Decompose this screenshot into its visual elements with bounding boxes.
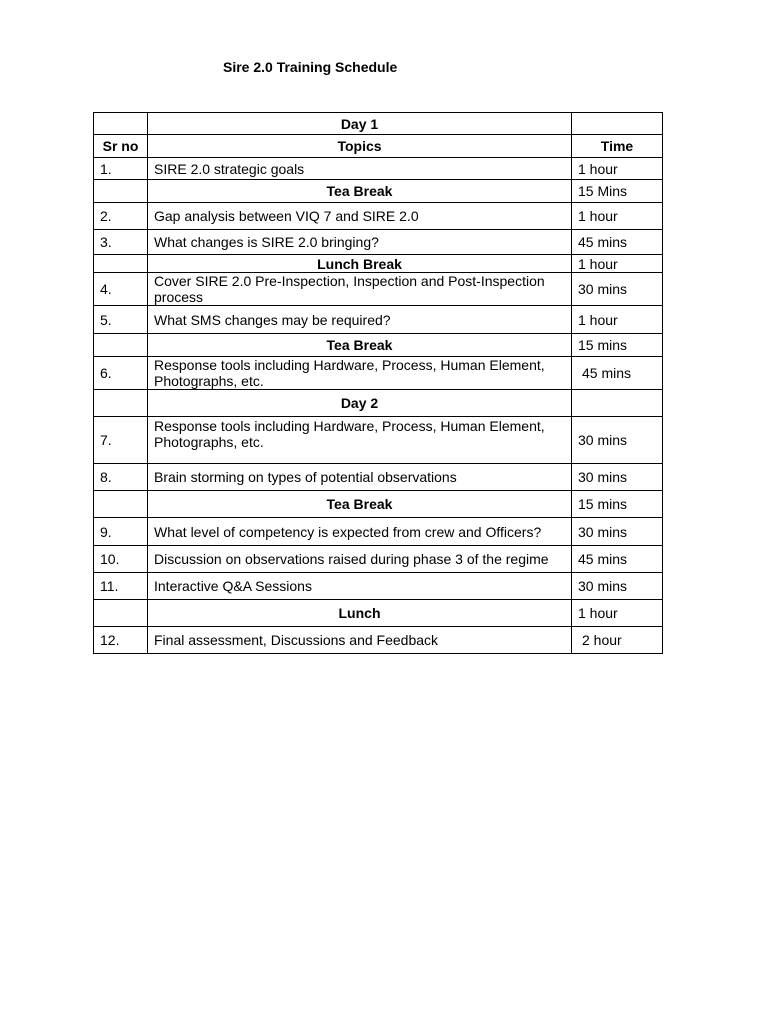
page-title: Sire 2.0 Training Schedule [223, 59, 398, 75]
table-row [94, 627, 663, 654]
table-row [94, 357, 663, 390]
blank-cell [572, 390, 663, 417]
header-sr-no: Sr no [94, 135, 148, 158]
table-row [94, 273, 663, 306]
topic-cell: What level of competency is expected from crew and Officers? [148, 518, 572, 546]
blank-cell [572, 113, 663, 135]
sr-cell: 4. [94, 273, 148, 306]
time-cell: 15 mins [572, 334, 663, 357]
topic-cell: Response tools including Hardware, Process, Human Element, Photographs, etc. [148, 417, 572, 464]
sr-cell: 8. [94, 464, 148, 491]
sr-cell [94, 334, 148, 357]
time-cell: 15 mins [572, 491, 663, 518]
break-row [94, 255, 663, 273]
sr-cell [94, 180, 148, 203]
header-row [94, 135, 663, 158]
break-row [94, 334, 663, 357]
topic-cell: Response tools including Hardware, Process, Human Element, Photographs, etc. [148, 357, 572, 390]
break-label: Lunch Break [148, 255, 572, 273]
table-row [94, 518, 663, 546]
sr-cell: 1. [94, 158, 148, 180]
time-cell: 1 hour [572, 158, 663, 180]
sr-cell: 2. [94, 203, 148, 230]
sr-cell: 7. [94, 417, 148, 464]
topic-cell: Cover SIRE 2.0 Pre-Inspection, Inspection and Post-Inspection process [148, 273, 572, 306]
schedule-table [93, 112, 663, 654]
break-row [94, 180, 663, 203]
break-row [94, 600, 663, 627]
header-time: Time [572, 135, 663, 158]
topic-cell: What changes is SIRE 2.0 bringing? [148, 230, 572, 255]
table-row [94, 306, 663, 334]
time-cell: 2 hour [572, 627, 663, 654]
topic-cell: Brain storming on types of potential observations [148, 464, 572, 491]
sr-cell: 6. [94, 357, 148, 390]
table-row [94, 546, 663, 573]
time-cell: 1 hour [572, 255, 663, 273]
sr-cell: 3. [94, 230, 148, 255]
header-topics: Topics [148, 135, 572, 158]
sr-cell: 10. [94, 546, 148, 573]
break-label: Lunch [148, 600, 572, 627]
time-cell: 30 mins [572, 273, 663, 306]
time-cell: 1 hour [572, 306, 663, 334]
time-cell: 30 mins [572, 518, 663, 546]
time-cell: 30 mins [572, 573, 663, 600]
time-cell: 15 Mins [572, 180, 663, 203]
time-cell: 1 hour [572, 203, 663, 230]
sr-cell [94, 491, 148, 518]
blank-cell [94, 113, 148, 135]
sr-cell: 12. [94, 627, 148, 654]
topic-cell: Gap analysis between VIQ 7 and SIRE 2.0 [148, 203, 572, 230]
table-row [94, 203, 663, 230]
day-1-label: Day 1 [148, 113, 572, 135]
sr-cell: 9. [94, 518, 148, 546]
time-cell: 45 mins [572, 357, 663, 390]
topic-cell: SIRE 2.0 strategic goals [148, 158, 572, 180]
time-cell: 45 mins [572, 230, 663, 255]
break-label: Tea Break [148, 491, 572, 518]
break-row [94, 491, 663, 518]
day-1-row [94, 113, 663, 135]
time-cell: 45 mins [572, 546, 663, 573]
sr-cell [94, 600, 148, 627]
sr-cell [94, 255, 148, 273]
break-label: Tea Break [148, 180, 572, 203]
time-cell: 1 hour [572, 600, 663, 627]
table-row [94, 230, 663, 255]
break-label: Tea Break [148, 334, 572, 357]
blank-cell [94, 390, 148, 417]
time-cell: 30 mins [572, 464, 663, 491]
sr-cell: 11. [94, 573, 148, 600]
topic-cell: Interactive Q&A Sessions [148, 573, 572, 600]
topic-cell: Discussion on observations raised during phase 3 of the regime [148, 546, 572, 573]
day-2-row [94, 390, 663, 417]
table-row [94, 573, 663, 600]
time-cell: 30 mins [572, 417, 663, 464]
day-2-label: Day 2 [148, 390, 572, 417]
table-row [94, 464, 663, 491]
table-row [94, 158, 663, 180]
topic-cell: What SMS changes may be required? [148, 306, 572, 334]
sr-cell: 5. [94, 306, 148, 334]
topic-cell: Final assessment, Discussions and Feedback [148, 627, 572, 654]
table-row [94, 417, 663, 464]
